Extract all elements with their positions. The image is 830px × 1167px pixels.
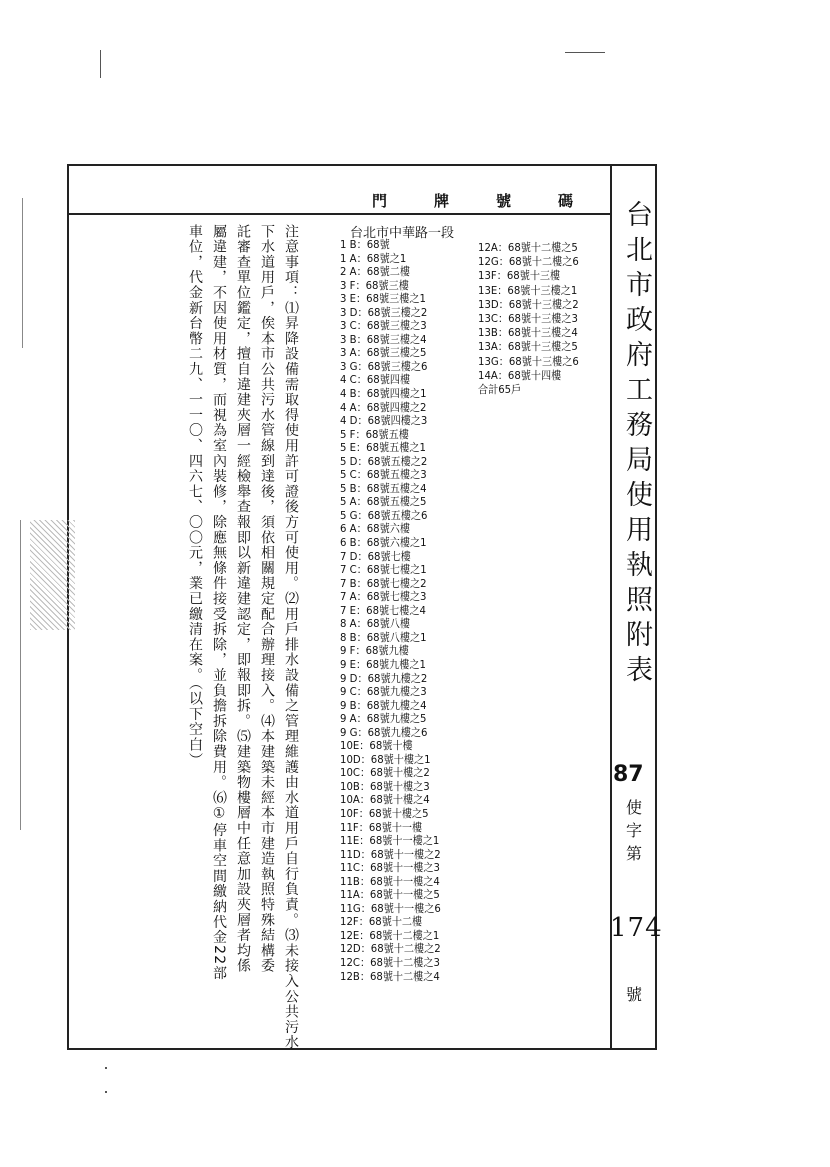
address-line: 1 A：68號之1 [340,251,407,265]
address-line: 11G：68號十一樓之6 [340,901,441,915]
address-line: 9 B：68號九樓之4 [340,698,427,712]
address-line: 12A：68號十二樓之5 [478,241,578,254]
address-line: 8 B：68號八樓之1 [340,630,427,644]
scan-mark [20,520,21,830]
serial-char-use: 使 [626,798,643,817]
serial-number: 87 [613,762,644,787]
address-line: 12G：68號十二樓之6 [478,255,579,269]
address-line: 9 C：68號九樓之3 [340,685,427,699]
notes-line-1 [282,224,300,1054]
address-line: 7 C：68號七樓之1 [340,563,427,577]
address-line: 12F：68號十二樓 [340,915,423,929]
header-divider [67,213,612,215]
address-line: 3 B：68號三樓之4 [340,332,427,346]
serial-handwritten-number: 174 [610,913,663,943]
address-line: 8 A：68號八樓 [340,617,410,631]
address-line: 13D：68號十三樓之2 [478,297,579,311]
address-line: 11B：68號十一樓之4 [340,874,440,888]
scan-mark [105,1091,107,1093]
address-line: 6 B：68號六樓之1 [340,536,427,550]
address-line: 10C：68號十樓之2 [340,766,430,780]
address-line: 11F：68號十一樓 [340,820,423,834]
address-line: 10F：68號十樓之5 [340,806,429,820]
address-line: 7 E：68號七樓之4 [340,603,426,617]
address-line: 3 E：68號三樓之1 [340,292,426,306]
address-list-column-1 [340,238,441,983]
address-line: 3 G：68號三樓之6 [340,359,428,373]
address-line: 11D：68號十一樓之2 [340,847,441,861]
address-list-column-2 [478,241,579,397]
address-line: 9 D：68號九樓之2 [340,671,428,685]
address-line: 12C：68號十二樓之3 [340,955,440,969]
address-line: 3 C：68號三樓之3 [340,319,427,333]
notes-text-1: ⑴昇降設備需取得使用許可證後方可使用。⑵用戶排水設備之管理維護由水道用戶自行負責。⑶未接入公共污水 [283,300,299,1051]
document-title: 台北市政府工務局使用執照附表 [621,200,652,690]
address-line: 合計65戶 [478,383,522,397]
notes-heading: 注意事項： [283,224,299,301]
address-heading: 台北市中華路一段 [350,226,455,241]
scan-mark [30,520,75,630]
address-line: 9 E：68號九樓之1 [340,657,426,671]
address-line: 5 A：68號五樓之5 [340,495,427,509]
address-line: 5 E：68號五樓之1 [340,441,426,455]
address-line: 5 C：68號五樓之3 [340,468,427,482]
address-line: 5 G：68號五樓之6 [340,508,428,522]
address-line: 4 D：68號四樓之3 [340,414,428,428]
address-line: 4 A：68號四樓之2 [340,400,427,414]
serial-char-word: 字 [626,821,643,840]
address-line: 12B：68號十二樓之4 [340,969,440,983]
address-line: 13F：68號十三樓 [478,269,561,283]
address-line: 13G：68號十三樓之6 [478,354,579,368]
address-line: 7 D：68號七樓 [340,549,411,563]
serial-char-ordinal: 第 [626,844,643,863]
scan-mark [105,1067,107,1069]
notes-line-3: 託審查單位鑑定，擅自違建夾層一經檢舉查報即以新違建認定，即報即拆。⑸建築物樓層中任意加設夾層者均係 [235,224,251,974]
address-line: 9 A：68號九樓之5 [340,712,427,726]
address-line: 1 B：68號 [340,238,390,251]
address-line: 5 D：68號五樓之2 [340,454,428,468]
address-line: 7 B：68號七樓之2 [340,576,427,590]
address-line: 12E：68號十二樓之1 [340,928,440,942]
address-line: 9 G：68號九樓之6 [340,725,428,739]
scan-mark [22,198,23,348]
header-char-1: 門 [372,192,390,210]
serial-suffix: 號 [626,985,643,1004]
address-line: 10A：68號十樓之4 [340,793,430,807]
scan-mark [565,52,605,53]
address-line: 10D：68號十樓之1 [340,752,431,766]
address-line: 3 A：68號三樓之5 [340,346,427,360]
header-char-4: 碼 [558,192,576,210]
address-line: 11A：68號十一樓之5 [340,888,440,902]
address-line: 2 A：68號二樓 [340,265,410,279]
address-line: 3 D：68號三樓之2 [340,305,428,319]
address-line: 3 F：68號三樓 [340,278,409,292]
address-line: 5 F：68號五樓 [340,427,409,441]
address-line: 13A：68號十三樓之5 [478,340,578,354]
address-line: 5 B：68號五樓之4 [340,481,427,495]
address-line: 14A：68號十四樓 [478,368,562,382]
header-char-2: 牌 [434,192,452,210]
scan-mark [100,50,101,78]
address-line: 10E：68號十樓 [340,739,413,753]
address-line: 12D：68號十二樓之2 [340,942,441,956]
address-line: 6 A：68號六樓 [340,522,410,536]
address-line: 13E：68號十三樓之1 [478,283,578,297]
address-line: 9 F：68號九樓 [340,644,409,658]
address-line: 11E：68號十一樓之1 [340,834,440,848]
address-line: 13C：68號十三樓之3 [478,312,578,326]
address-line: 4 B：68號四樓之1 [340,387,427,401]
notes-line-5: 車位，代金新台幣二九、一一〇、四六七、〇〇元，業已繳清在案。（以下空白） [187,224,203,768]
header-char-3: 號 [496,192,514,210]
address-line: 11C：68號十一樓之3 [340,861,440,875]
address-line: 4 C：68號四樓 [340,373,411,387]
address-line: 7 A：68號七樓之3 [340,590,427,604]
address-line: 13B：68號十三樓之4 [478,326,578,340]
notes-line-4: 屬違建，不因使用材質，而視為室內裝修，除應無條件接受拆除，並負擔拆除費用。⑹①停車空間繳納代金22部 [211,224,227,981]
address-line: 10B：68號十樓之3 [340,779,430,793]
notes-line-2: 下水道用戶，俟本市公共污水管線到達後，須依相關規定配合辦理接入。⑷本建築未經本市建造執照特殊結構委 [259,224,275,974]
